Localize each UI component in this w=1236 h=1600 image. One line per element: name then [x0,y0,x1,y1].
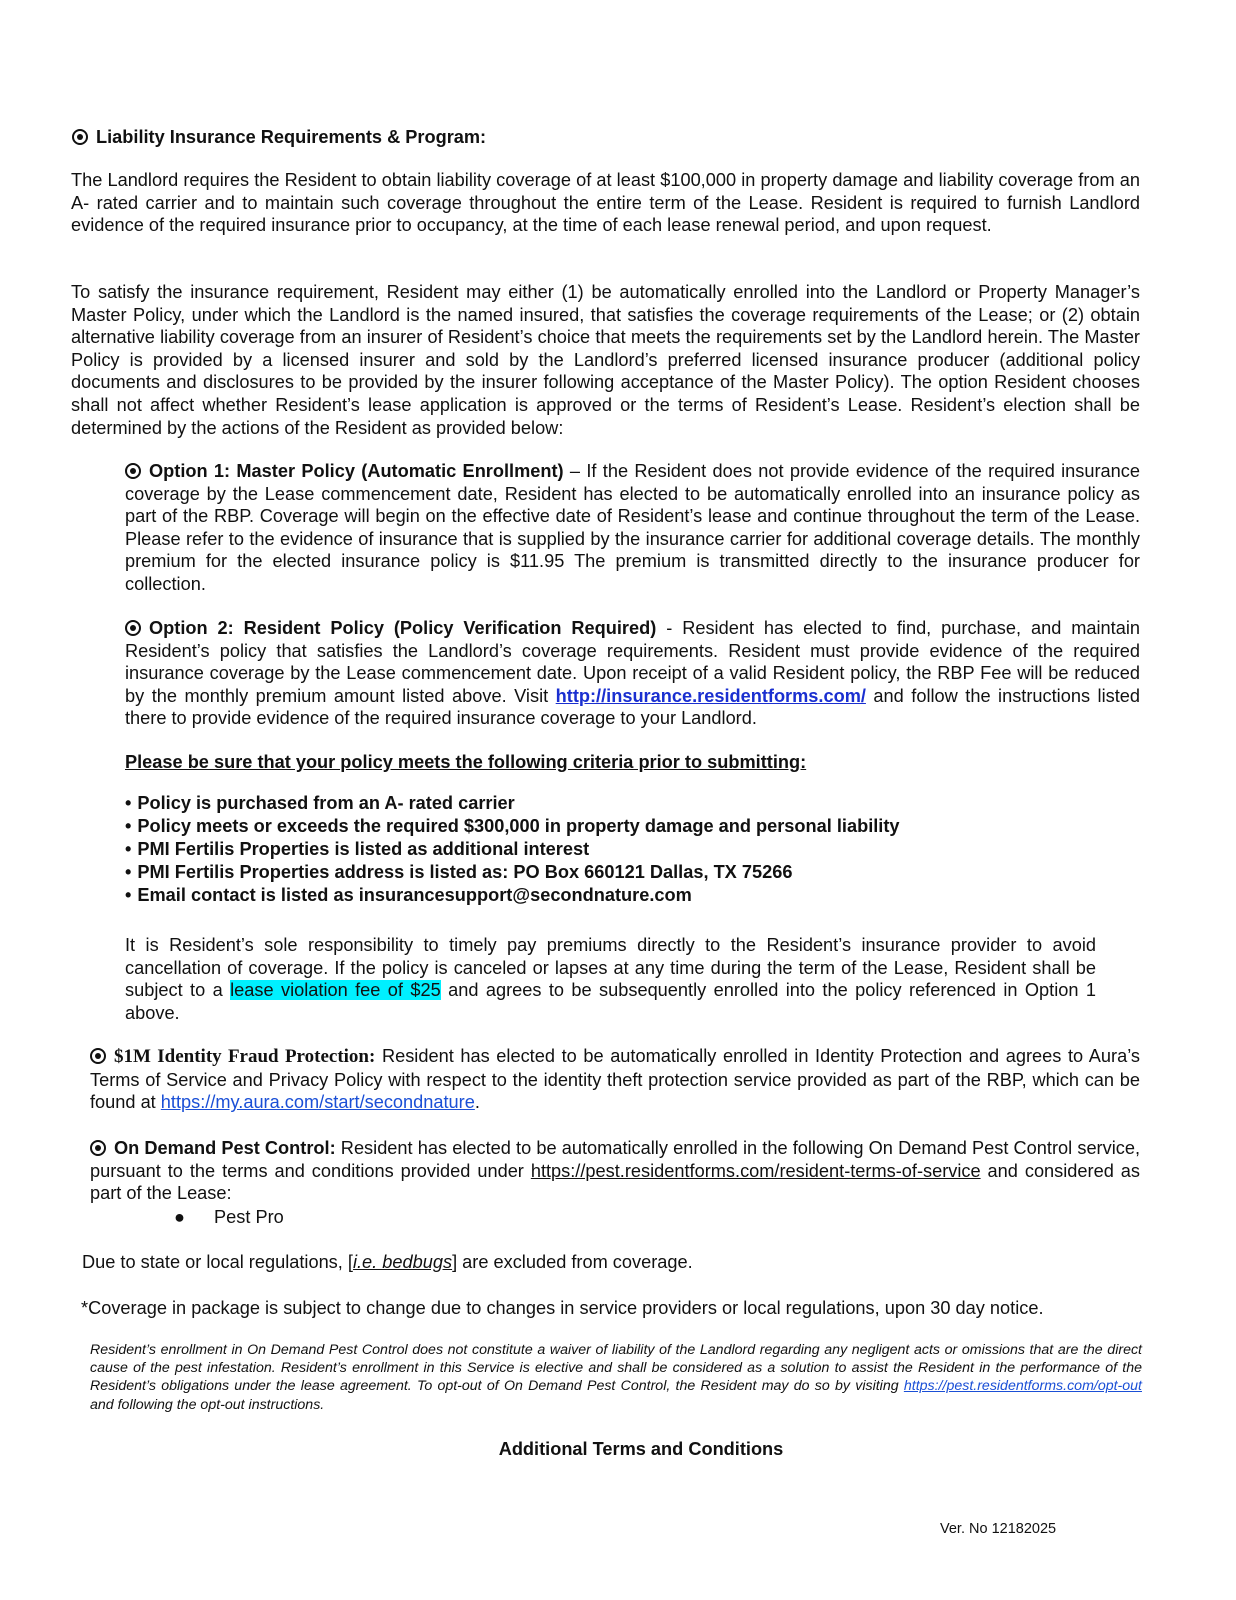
additional-terms-heading: Additional Terms and Conditions [498,1439,784,1459]
criteria-item: • Policy is purchased from an A- rated carrier [125,792,1125,815]
pest-control-body-end: and considered as part of the Lease: [90,1160,1140,1204]
criteria-item: • Policy meets or exceeds the required $300,000 in property damage and personal liability [125,815,1125,838]
radio-selected-icon [90,1048,106,1064]
pest-terms-link[interactable]: https://pest.residentforms.com/resident-terms-of-service [530,1160,981,1181]
responsibility-paragraph [125,934,1096,1024]
responsibility-text-end: and agrees to be subsequently enrolled into the policy referenced in Option 1 above. [125,980,1097,1023]
identity-protection-body-end: . [474,1092,480,1113]
option1-paragraph [125,460,1140,596]
criteria-item: • PMI Fertilis Properties address is listed as: PO Box 660121 Dallas, TX 75266 [125,861,1125,884]
radio-selected-icon [90,1140,106,1156]
exclusion-text: Due to state or local regulations, [ [82,1252,353,1272]
exclusion-emphasis: i.e. bedbugs [352,1252,453,1272]
responsibility-text: It is Resident’s sole responsibility to timely pay premiums directly to the Resident’s insurance provider to avoid cancellation of coverage. If the policy is canceled or lapses at any time during the term of the Lease, Resident shall be subject to a [125,935,1096,1001]
option2-body: - Resident has elected to find, purchase, and maintain Resident’s policy that satisfies the Landlord’s coverage requirements. Resident must provide evidence of the required insurance coverage by the Lease commencement date. Upon receipt of a valid Resident policy, the RBP Fee will be reduced by the monthly premium amount listed above. Visit [125,618,1140,706]
pest-plan-label: Pest Pro [214,1207,284,1227]
option2-paragraph [125,617,1140,730]
criteria-list [125,792,1125,907]
exclusion-note [82,1251,982,1274]
identity-protection-paragraph [90,1045,1140,1114]
option2-body-end: and follow the instructions listed there to provide evidence of the required insurance coverage to your Landlord. [125,685,1140,729]
criteria-item: • PMI Fertilis Properties is listed as additional interest [125,838,1125,861]
exclusion-text-end: ] are excluded from coverage. [452,1252,693,1272]
pest-control-title: On Demand Pest Control: [114,1138,336,1158]
option2-title: Option 2: Resident Policy (Policy Verification Required) [149,618,657,638]
opt-out-link[interactable]: https://pest.residentforms.com/opt-out [903,1378,1142,1395]
criteria-heading: Please be sure that your policy meets the following criteria prior to submitting: [125,752,807,772]
version-number: Ver. No 12182025 [940,1521,1057,1537]
section-heading-text: Liability Insurance Requirements & Program: [96,127,487,147]
disclaimer-text-end: and following the opt-out instructions. [90,1396,325,1413]
pest-plan-item [174,1206,474,1229]
bullet-icon: ● [174,1207,185,1227]
identity-protection-body: Resident has elected to be automatically enrolled in Identity Protection and agrees to Aura’s Terms of Service and Privacy Policy with respect to the identity theft protection service provided as part of the RBP, which can be found at [90,1046,1141,1113]
options-paragraph: To satisfy the insurance requirement, Resident may either (1) be automatically enrolled into the Landlord or Property Manager’s Master Policy, under which the Landlord is the named insured, that satisfies the coverage requirements of the Lease; or (2) obtain alternative liability coverage from an insurer of Resident’s choice that meets the requirements set by the Landlord herein. The Master Policy is provided by a licensed insurer and sold by the Landlord’s preferred licensed insurance producer (additional policy documents and disclosures to be provided by the insurer following acceptance of the Master Policy). The option Resident chooses shall not affect whether Resident’s lease application is approved or the terms of Resident’s Lease. Resident’s election shall be determined by the actions of the Resident as provided below: [71,282,1140,438]
radio-selected-icon [72,129,88,145]
intro-paragraph: The Landlord requires the Resident to obtain liability coverage of at least $100,000 in property damage and liability coverage from an A- rated carrier and to maintain such coverage throughout the entire term of the Lease. Resident is required to furnish Landlord evidence of the required insurance prior to occupancy, at the time of each lease renewal period, and upon request. [71,170,1140,236]
insurance-residentforms-link[interactable]: http://insurance.residentforms.com/ [555,685,866,706]
aura-link[interactable]: https://my.aura.com/start/secondnature [160,1092,475,1113]
radio-selected-icon [125,620,141,636]
disclaimer-text: Resident’s enrollment in On Demand Pest Control does not constitute a waiver of liability of the Landlord regarding any negligent acts or omissions that are the direct cause of the pest infestation. Resident’s enrollment in this Service is elective and shall be considered as a solution to assist the Resident in the performance of the Resident’s obligations under the lease agreement. To opt-out of On Demand Pest Control, the Resident may do so by visiting [90,1342,1142,1395]
option1-body: – If the Resident does not provide evidence of the required insurance coverage by the Lease commencement date, Resident has elected to be automatically enrolled into an insurance policy as part of the RBP. Coverage will begin on the effective date of Resident’s lease and continue throughout the term of the Lease. Please refer to the evidence of insurance that is supplied by the insurance carrier for additional coverage details. The monthly premium for the elected insurance policy is $11.95 The premium is transmitted directly to the insurance producer for collection. [125,461,1140,594]
pest-control-body: Resident has elected to be automatically enrolled in the following On Demand Pest Control service, pursuant to the terms and conditions provided under [90,1138,1141,1181]
coverage-note: *Coverage in package is subject to change due to changes in service providers or local regulations, upon 30 day notice. [81,1298,1044,1318]
radio-selected-icon [125,463,141,479]
identity-protection-title: $1M Identity Fraud Protection: [114,1046,376,1067]
criteria-item: • Email contact is listed as insurancesupport@secondnature.com [125,884,1125,907]
section-heading [72,126,972,149]
pest-disclaimer [90,1341,1142,1414]
option1-title: Option 1: Master Policy (Automatic Enrollment) [149,461,564,481]
lease-violation-fee-highlight: lease violation fee of $25 [230,980,441,1001]
pest-control-paragraph [90,1137,1140,1205]
